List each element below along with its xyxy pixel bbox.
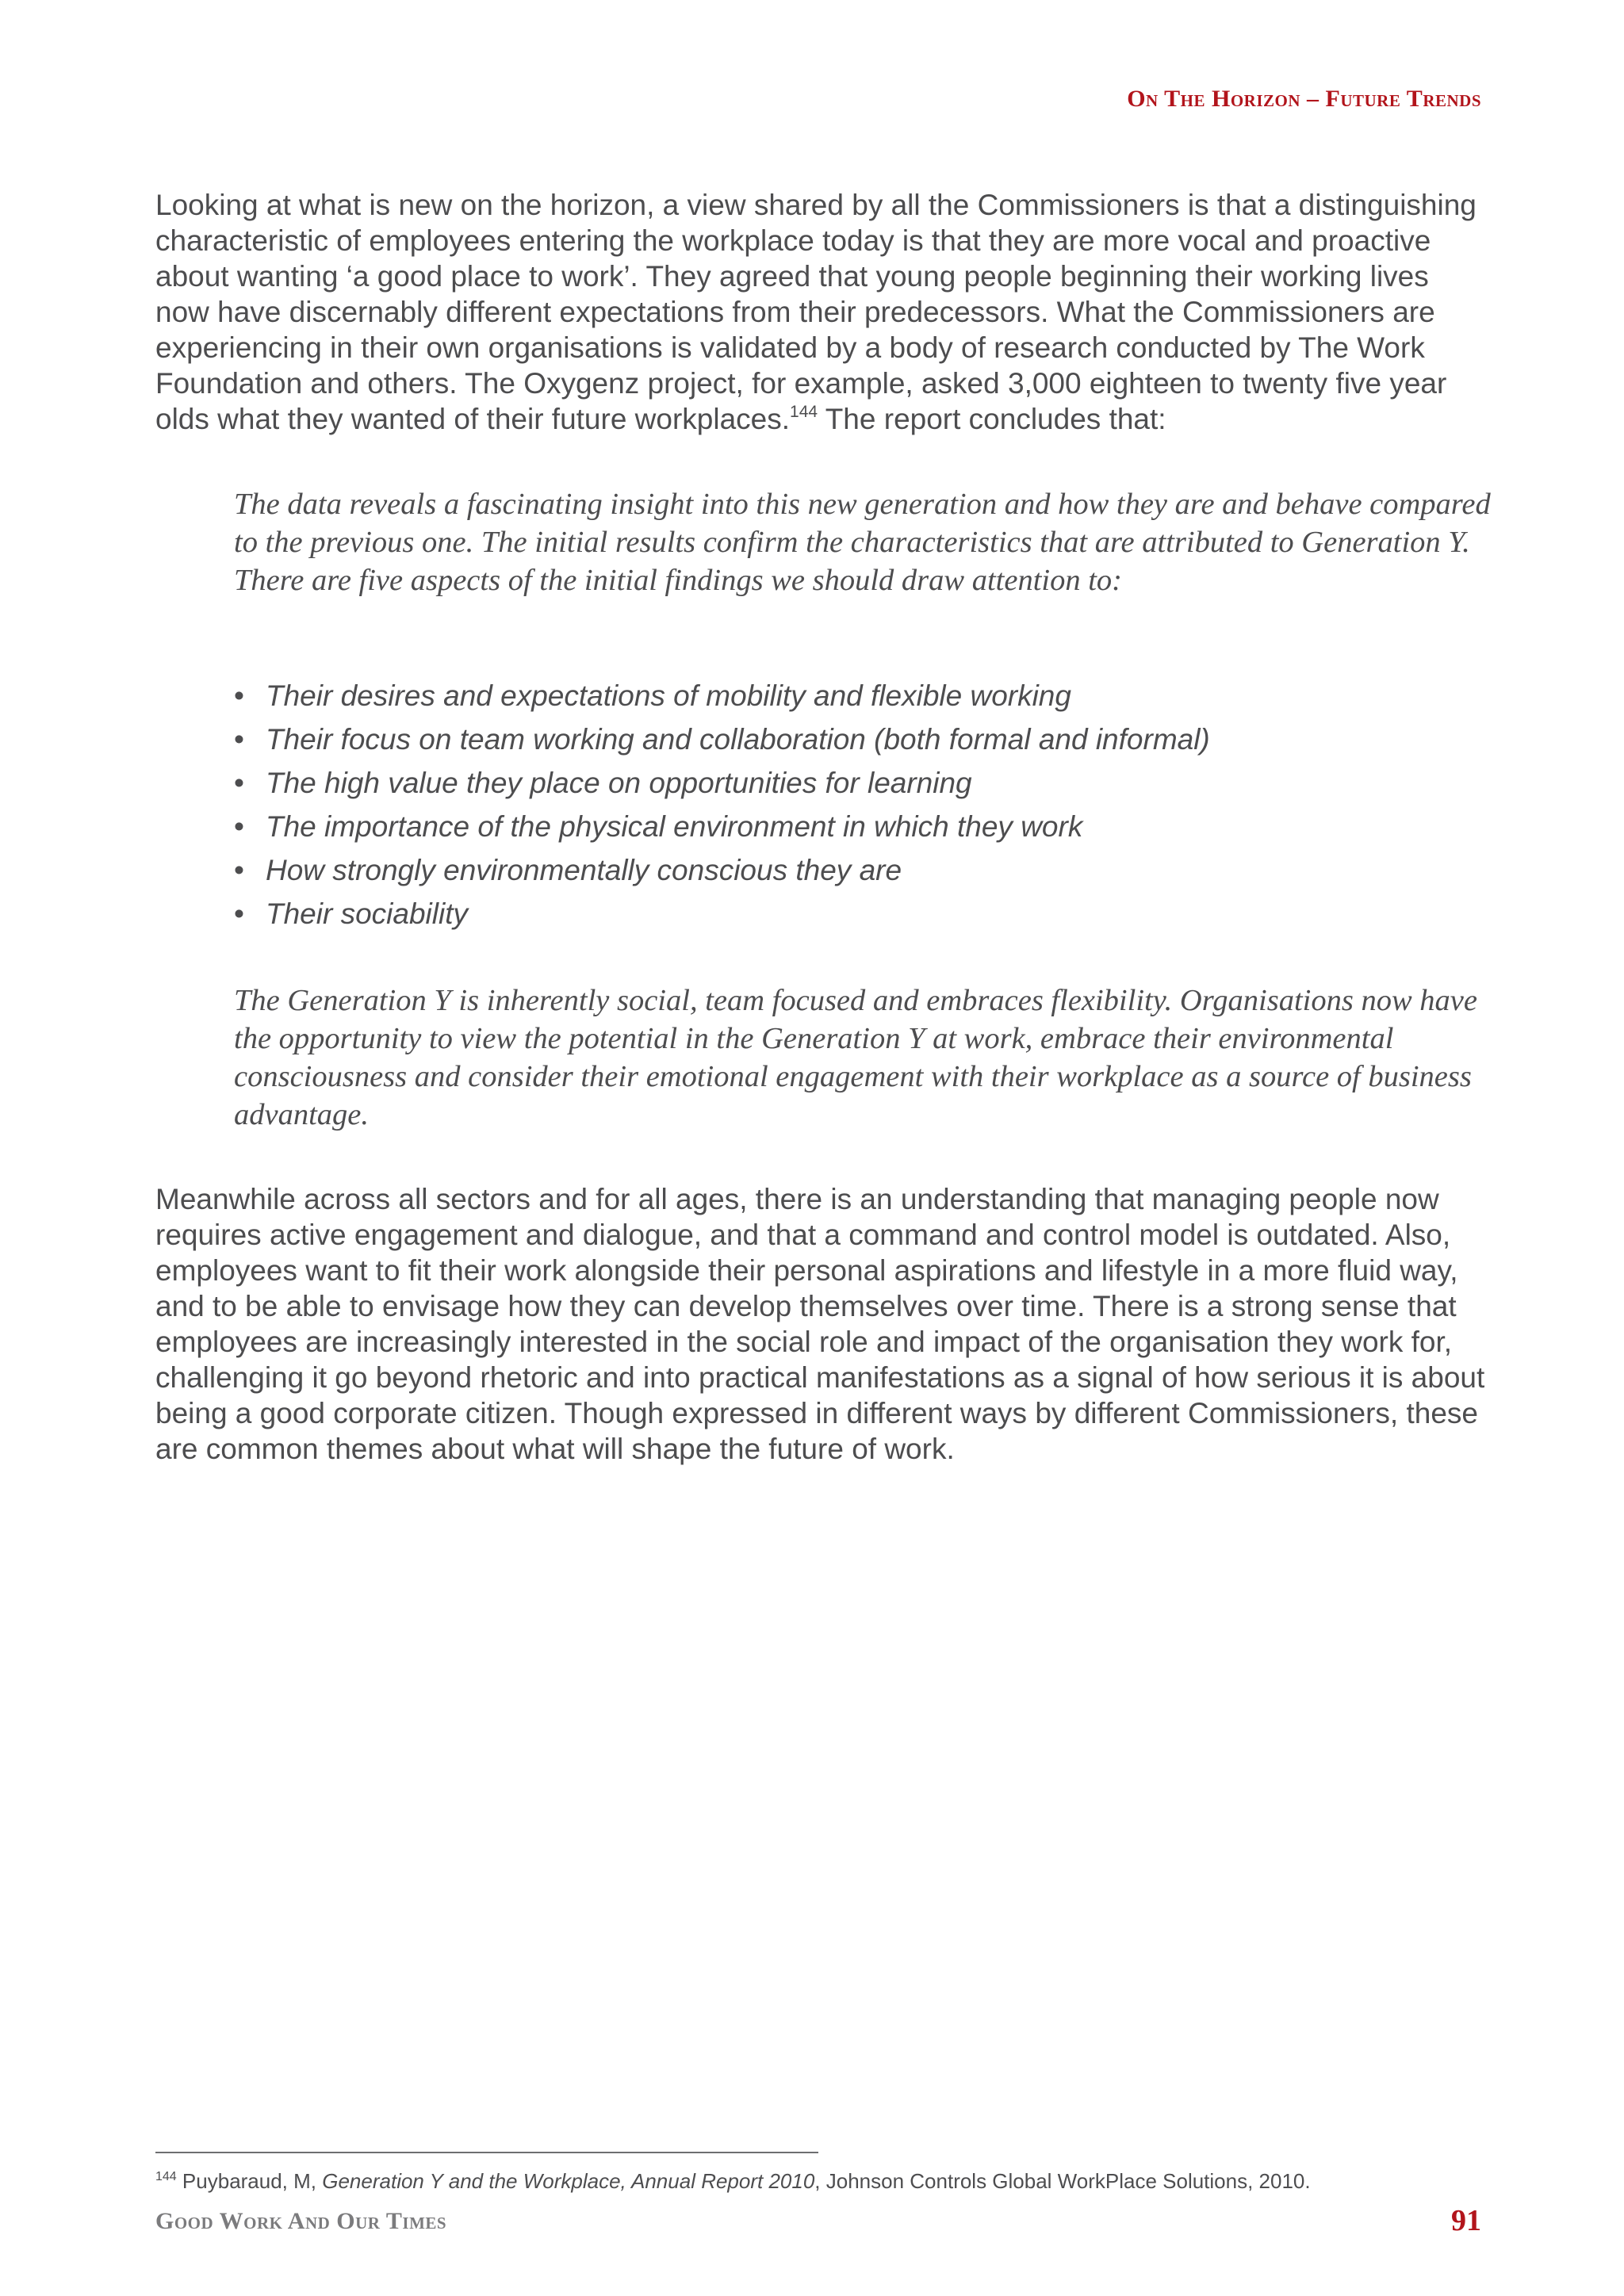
footnote-number: 144: [155, 2170, 177, 2183]
bullet-icon: •: [234, 810, 244, 843]
list-item: [234, 805, 1210, 848]
bullet-icon: •: [234, 854, 244, 886]
block-quote-1: The data reveals a fascinating insight into this new generation and how they are and behave compared to the previous one. The initial results confirm the characteristics that are attributed to Generation Y. There are five aspects of the initial findings we should draw attention to:: [234, 488, 1491, 597]
body-paragraph-1: [155, 187, 1488, 437]
footnote-rest: , Johnson Controls Global WorkPlace Solutions, 2010.: [814, 2169, 1311, 2193]
list-item: [234, 848, 1210, 892]
list-item: [234, 674, 1210, 718]
list-item-text: Their sociability: [266, 897, 468, 930]
body-paragraph-2: Meanwhile across all sectors and for all ages, there is an understanding that managing people now requires active engagement and dialogue, and that a command and control model is outdated. Also, employees want to fit their work alongside their personal aspirations and lifestyle in a more fluid way, and to be able to envisage how they can develop themselves over time. There is a strong sense that employees are increasingly interested in the social role and impact of the organisation they work for, challenging it go beyond rhetoric and into practical manifestations as a signal of how serious it is about being a good corporate citizen. Though expressed in different ways by different Commissioners, these are common themes about what will shape the future of work.: [155, 1183, 1485, 1465]
footnote-author: Puybaraud, M,: [176, 2169, 323, 2193]
bullet-icon: •: [234, 723, 244, 756]
list-item: [234, 761, 1210, 805]
footnote: [155, 2168, 1311, 2194]
paragraph-1-text: Looking at what is new on the horizon, a view shared by all the Commissioners is that a distinguishing characteristic of employees entering the workplace today is that they are more vocal and proactive about wanting ‘a good place to work’. They agreed that young people beginning their working lives now have discernably different expectations from their predecessors. What the Commissioners are experiencing in their own organisations is validated by a body of research conducted by The Work Foundation and others. The Oxygenz project, for example, asked 3,000 eighteen to twenty five year olds what they wanted of their future workplaces.: [155, 189, 1477, 435]
list-item-text: How strongly environmentally conscious they are: [266, 854, 902, 886]
bullet-icon: •: [234, 897, 244, 930]
footnote-divider: [155, 2152, 818, 2153]
page-number: 91: [1451, 2204, 1481, 2237]
running-footer: Good Work And Our Times: [155, 2208, 447, 2234]
footnote-reference: 144: [790, 403, 818, 421]
paragraph-1-tail: The report concludes that:: [818, 403, 1166, 435]
list-item-text: Their focus on team working and collaboration (both formal and informal): [266, 723, 1210, 756]
list-item-text: The high value they place on opportunities for learning: [266, 767, 972, 799]
list-item: [234, 718, 1210, 761]
running-header: On The Horizon – Future Trends: [1127, 86, 1481, 112]
list-item-text: Their desires and expectations of mobility and flexible working: [266, 679, 1071, 712]
bullet-icon: •: [234, 767, 244, 799]
footnote-title: Generation Y and the Workplace, Annual Report 2010: [322, 2169, 815, 2193]
findings-list: [234, 674, 1210, 936]
bullet-icon: •: [234, 679, 244, 712]
block-quote-2: The Generation Y is inherently social, team focused and embraces flexibility. Organisations now have the opportunity to view the potential in the Generation Y at work, embrace their environmental consciousness and consider their emotional engagement with their workplace as a source of business advantage.: [234, 984, 1477, 1131]
list-item-text: The importance of the physical environment in which they work: [266, 810, 1083, 843]
list-item: [234, 892, 1210, 936]
